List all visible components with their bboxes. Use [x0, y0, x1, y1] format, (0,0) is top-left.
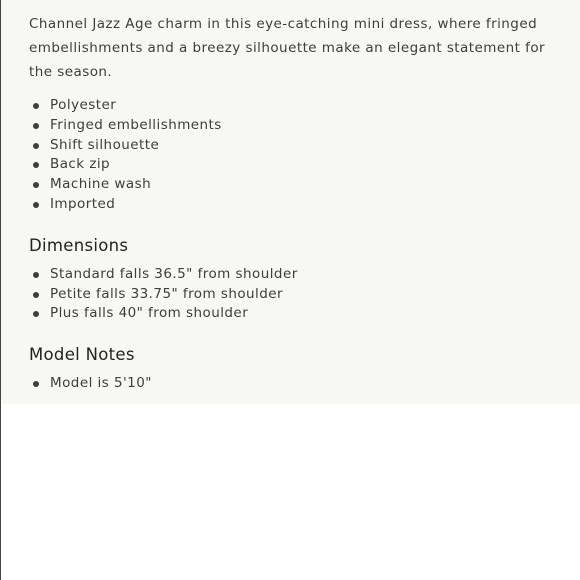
bullet-icon — [33, 162, 39, 168]
bullet-icon — [33, 292, 39, 298]
feature-list — [29, 96, 559, 215]
model-note-item — [29, 374, 559, 394]
bullet-icon — [33, 123, 39, 129]
bullet-icon — [33, 202, 39, 208]
dimension-item — [29, 304, 559, 324]
bullet-icon — [33, 381, 39, 387]
product-details-panel — [1, 0, 580, 404]
feature-label: Shift silhouette — [50, 136, 160, 153]
feature-item — [29, 195, 559, 215]
bullet-icon — [33, 103, 39, 109]
bullet-icon — [33, 311, 39, 317]
feature-item — [29, 155, 559, 175]
product-details-content — [29, 12, 559, 394]
bullet-icon — [33, 272, 39, 278]
dimension-label: Plus falls 40" from shoulder — [50, 305, 249, 322]
dimension-item — [29, 285, 559, 305]
bullet-icon — [33, 182, 39, 188]
dimension-item — [29, 265, 559, 285]
model-note-label: Model is 5'10" — [50, 375, 152, 392]
feature-label: Machine wash — [50, 176, 152, 193]
dimension-label: Petite falls 33.75" from shoulder — [50, 285, 284, 302]
feature-label: Back zip — [50, 156, 111, 173]
feature-label: Fringed embellishments — [50, 116, 222, 133]
bullet-icon — [33, 143, 39, 149]
feature-item — [29, 136, 559, 156]
dimensions-list — [29, 265, 559, 324]
feature-item — [29, 175, 559, 195]
dimension-label: Standard falls 36.5" from shoulder — [50, 265, 298, 282]
feature-item — [29, 96, 559, 116]
product-description: Channel Jazz Age charm in this eye-catching mini dress, where fringed embellishments and a breezy silhouette make an elegant statement for the season. — [29, 16, 546, 80]
model-notes-heading: Model Notes — [29, 345, 135, 365]
model-notes-list — [29, 374, 559, 394]
feature-label: Polyester — [50, 97, 117, 113]
feature-item — [29, 116, 559, 136]
feature-label: Imported — [50, 195, 116, 212]
dimensions-heading: Dimensions — [29, 235, 129, 255]
